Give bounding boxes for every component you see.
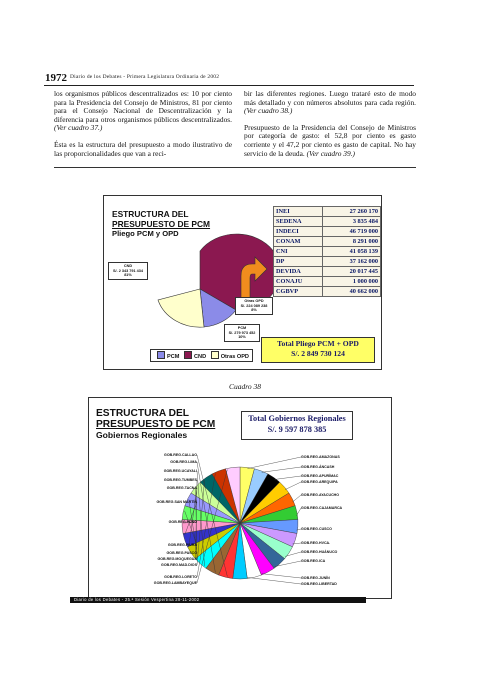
header-rule (44, 85, 414, 86)
table-cell-name: CONAM (274, 237, 323, 247)
table-cell-name: DEVIDA (274, 267, 323, 277)
table-row (274, 267, 381, 277)
right-paragraph-1: bir las diferentes regiones. Luego trataré esto de modo más detallado y con números absolutos para cada región. (Ver cuadro 38.) (244, 89, 416, 116)
section-rule (54, 167, 416, 168)
leader-line (247, 577, 301, 584)
left-paragraph-2: Ésta es la estructura del presupuesto a modo ilustrativo de las proporcionalidades que van a reci- (54, 139, 232, 158)
region-label: GOB.REG.AMAZONAS (301, 455, 340, 459)
caption-cuadro-38: Cuadro 38 (228, 382, 262, 391)
figure37-title: ESTRUCTURA DEL PRESUPUESTO DE PCM Pliego PCM y OPD (112, 209, 211, 238)
table-cell-name: CGBVP (274, 287, 323, 297)
leader-line (262, 574, 301, 578)
table-cell-value: 46 719 000 (322, 227, 380, 237)
table-cell-name: INEI (274, 207, 323, 217)
leader-line (262, 467, 301, 472)
region-label: GOB.REG.MOQUEGUA (157, 557, 197, 561)
table-row (274, 217, 381, 227)
table-cell-value: 41 058 139 (322, 247, 380, 257)
table-row (274, 237, 381, 247)
figure-cuadro-38 (88, 397, 392, 599)
page-number: 1972 (45, 72, 67, 84)
region-label: GOB.REG.AYACUCHO (301, 493, 340, 497)
region-label: GOB.REG.AREQUIPA (301, 480, 338, 484)
region-label: GOB.REG.LIMA (170, 460, 197, 464)
region-label: GOB.REG.PASCO (166, 551, 197, 555)
region-label: GOB.REG.ICA (301, 559, 326, 563)
left-paragraph-1: los organismos públicos descentralizados es: 10 por ciento para la Presidencia del Consejo de Ministros, 81 por ciento para el Consejo Nacional de Descentralización y la diferencia para otros organismos públicos descentralizados. (Ver cuadro 37.) (54, 89, 232, 133)
region-label: GOB.REG.CALLAO (164, 453, 197, 457)
table-cell-value: 27 260 170 (322, 207, 380, 217)
region-label: GOB.REG.SAN MARTÍN (156, 500, 197, 504)
label-otras-opd: Otras OPD S/. 224 089 238 8% (235, 297, 273, 315)
table-cell-value: 1 000 000 (322, 277, 380, 287)
table-cell-name: CONAJU (274, 277, 323, 287)
table-row (274, 257, 381, 267)
region-label: GOB.REG.HUÁNUCO (301, 550, 338, 554)
leader-line (285, 482, 301, 490)
region-label: GOB.REG.ÁNCASH (301, 465, 335, 469)
region-label: GOB.REG.LIBERTAD (301, 582, 337, 586)
figure-cuadro-37 (103, 195, 382, 370)
table-cell-value: 3 835 484 (322, 217, 380, 227)
table-row (274, 277, 381, 287)
region-label: GOB.REG.LAMBAYEQUE (153, 581, 197, 585)
region-label: GOB.REG.PIURA (167, 543, 197, 547)
pie-slice-opd (158, 289, 204, 327)
pie-chart-gobiernos-regionales (89, 398, 391, 598)
table-cell-name: DP (274, 257, 323, 267)
label-pcm: PCM S/. 279 973 452 10% (224, 324, 260, 342)
table-cell-value: 20 017 445 (322, 267, 380, 277)
region-label: GOB.REG.APURÍMAC (301, 474, 339, 478)
table-row (274, 247, 381, 257)
figure38-title: ESTRUCTURA DEL PRESUPUESTO DE PCM Gobiernos Regionales (96, 408, 216, 440)
leader-line (293, 495, 301, 502)
region-label: GOB.REG.LORETO (164, 575, 197, 579)
table-row (274, 227, 381, 237)
legend-swatch-pcm (157, 351, 165, 359)
table-cell-value: 40 662 000 (322, 287, 380, 297)
region-label: GOB.REG.PUNO (168, 520, 197, 524)
table-cell-name: INDECI (274, 227, 323, 237)
figure37-total: Total Pliego PCM + OPD S/. 2 849 730 124 (261, 337, 375, 363)
left-column (54, 90, 232, 166)
table-cell-value: 37 162 000 (322, 257, 380, 267)
leader-line (247, 457, 301, 469)
label-cnd: CND S/. 2 343 791 434 81% (108, 262, 148, 280)
figure37-legend: PCM CND Otras OPD (150, 349, 253, 362)
region-label: GOB.REG.CUSCO (301, 527, 332, 531)
table-row (274, 207, 381, 217)
region-label: GOB.REG.HVCA. (301, 541, 331, 545)
table-cell-name: SEDENA (274, 217, 323, 227)
leader-line (275, 476, 301, 479)
right-column (244, 90, 416, 166)
legend-swatch-cnd (184, 351, 192, 359)
table-cell-value: 8 291 000 (322, 237, 380, 247)
figure38-total: Total Gobiernos Regionales S/. 9 597 878 385 (241, 411, 353, 440)
running-header: Diario de los Debates - Primera Legislatura Ordinaria de 2002 (70, 74, 220, 80)
region-label: GOB.REG.JUNÍN (301, 576, 330, 580)
right-paragraph-2: Presupuesto de la Presidencia del Consejo de Ministros por categoría de gasto: el 52,8 por ciento es gasto corriente y el 47,2 por ciento es gasto de capital. No hay servicio de la deuda. (Ver cuadro 39.) (244, 122, 416, 158)
region-label: GOB.REG.TUMBES (163, 478, 197, 482)
legend-swatch-opd (211, 351, 219, 359)
region-label: GOB.REG.CAJAMARCA (301, 506, 343, 510)
opd-budget-table (273, 206, 381, 297)
region-label: GOB.REG.TACNA (166, 486, 197, 490)
region-label: GOB.REG.UCAYALI (163, 469, 197, 473)
region-label: GOB.REG.MAD.DIOS (161, 563, 197, 567)
table-row (274, 287, 381, 297)
table-cell-name: CNI (274, 247, 323, 257)
page-footer: Diario de los Debates - 25.ª Sesión Vespertina 28-11-2002 (70, 597, 366, 603)
